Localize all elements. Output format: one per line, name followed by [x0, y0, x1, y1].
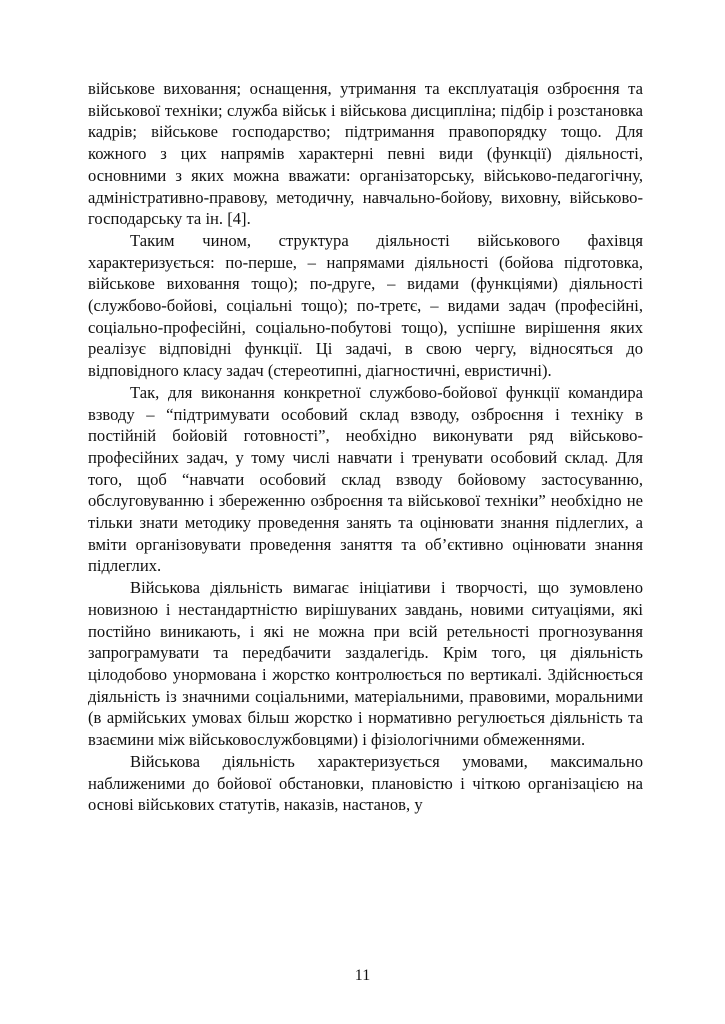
paragraph-3: Так, для виконання конкретної службово-бойової функції командира взводу – “підтримувати особовий склад взводу, озброєння і техніку в постійній бойовій готовності”, необхідно виконувати ряд військово-професійних задач, у тому числі навчати і тренувати особовий склад. Для того, щоб “навчати особовий склад взводу бойовому застосуванню, обслуговуванню і збереженню озброєння та військової техніки” необхідно не тільки знати методику проведення занять та оцінювати знання підлеглих, а вміти організовувати проведення заняття та об’єктивно оцінювати знання підлеглих.: [88, 382, 643, 576]
body-text: [88, 78, 643, 816]
paragraph-4: Військова діяльність вимагає ініціативи і творчості, що зумовлено новизною і нестандартністю вирішуваних завдань, новими ситуаціями, які постійно виникають, і які не можна при всій ретельності прогнозування запрограмувати та передбачити заздалегідь. Крім того, ця діяльність цілодобово унормована і жорстко контролюється по вертикалі. Здійснюється діяльність із значними соціальними, матеріальними, правовими, моральними (в армійських умовах більш жорстко і нормативно регулюється діяльність та взаємини між військовослужбовцями) і фізіологічними обмеженнями.: [88, 578, 643, 750]
paragraph-2: Таким чином, структура діяльності військового фахівця характеризується: по-перше, – напрямами діяльності (бойова підготовка, військове виховання тощо); по-друге, – видами (функціями) діяльності (службово-бойові, соціальні тощо); по-третє, – видами задач (професійні, соціально-професійні, соціально-побутові тощо), успішне вирішення яких реалізує відповідні функції. Ці задачі, в свою чергу, відносяться до відповідного класу задач (стереотипні, діагностичні, евристичні).: [88, 230, 643, 381]
paragraph-1: військове виховання; оснащення, утримання та експлуатація озброєння та військової техніки; служба військ і військова дисципліна; підбір і розстановка кадрів; військове господарство; підтримання правопорядку тощо. Для кожного з цих напрямів характерні певні види (функції) діяльності, основними з яких можна вважати: організаторську, військово-педагогічну, адміністративно-правову, методичну, навчально-бойову, виховну, військово-господарську та ін. [4].: [88, 79, 643, 229]
paragraph-5: Військова діяльність характеризується умовами, максимально наближеними до бойової обстановки, плановістю і чіткою організацією на основі військових статутів, наказів, настанов, у: [88, 751, 643, 815]
page-number: 11: [354, 967, 371, 984]
